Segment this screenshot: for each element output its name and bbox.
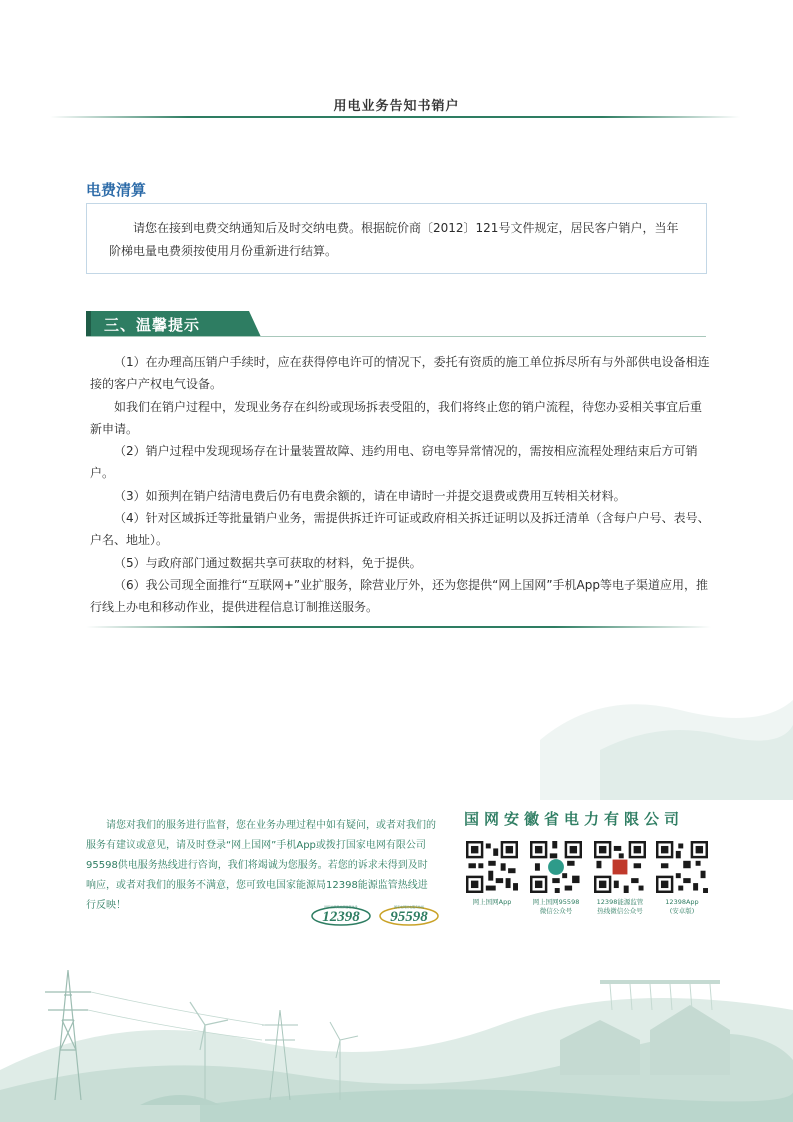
tip-paragraph: （6）我公司现全面推行“互联网+”业扩服务，除营业厅外，还为您提供“网上国网”手机App等电子渠道应用，推行线上办电和移动作业，提供进程信息订制推送服务。: [90, 577, 709, 615]
tip-paragraph: （4）针对区域拆迁等批量销户业务，需提供拆迁许可证或政府相关拆迁证明以及拆迁清单（含每户户号、表号、户名、地址）。: [90, 511, 710, 548]
tip-paragraph: （2）销户过程中发现现场存在计量装置故障、违约用电、窃电等异常情况的，需按相应流程处理结束后方可销户。: [90, 444, 698, 481]
svg-text:国家电网供电服务热线: 国家电网供电服务热线: [393, 905, 425, 909]
tip-paragraph: 如我们在销户过程中，发现业务存在纠纷或现场拆表受阻的，我们将终止您的销户流程，待您办妥相关事宜后重新申请。: [90, 399, 703, 436]
tip-paragraph: （5）与政府部门通过数据共享可获取的材料，免于提供。: [114, 555, 422, 570]
tip-paragraph: （3）如预判在销户结清电费后仍有电费余额的，请在申请时一并提交退费或费用互转相关材料。: [114, 488, 626, 503]
qr-code-icon: [594, 841, 646, 893]
svg-text:12398: 12398: [322, 909, 360, 925]
tips-section-title: 三、温馨提示: [104, 316, 201, 334]
fee-section-body: 请您在接到电费交纳通知后及时交纳电费。根据皖价商〔2012〕121号文件规定，居民客户销户，当年阶梯电量电费须按使用月份重新进行结算。: [109, 221, 679, 258]
fee-section-box: [86, 203, 707, 274]
svg-text:95598: 95598: [390, 909, 428, 925]
qr-code-icon: [466, 841, 518, 893]
hotline-95598-logo: [378, 904, 440, 926]
tips-section-banner: [86, 311, 261, 337]
qr-code-icon: [656, 841, 708, 893]
qr-label-line: 12398能源监管: [596, 898, 644, 906]
hotline-12398-logo: [310, 904, 372, 926]
company-name: 国网安徽省电力有限公司: [464, 810, 685, 828]
page-header-title: 用电业务告知书销户: [333, 99, 460, 114]
qr-label-line: 12398App: [665, 898, 699, 906]
qr-label-line: 网上国网95598: [532, 898, 580, 906]
fee-section-title: 电费清算: [86, 181, 147, 199]
qr-label-line: 网上国网App: [472, 898, 512, 906]
content-bottom-divider: [86, 626, 711, 628]
qr-code-icon: [530, 841, 582, 893]
header-divider: [50, 116, 740, 118]
svg-text:国家能源局能源监管热线: 国家能源局能源监管热线: [324, 905, 358, 909]
tips-section-body: [90, 351, 710, 619]
qr-label-12398-app: [642, 898, 722, 916]
qr-label-line: (安卓版): [669, 907, 695, 915]
qr-label-line: 微信公众号: [539, 907, 573, 915]
service-feedback-text: [86, 816, 436, 916]
qr-label-line: 热线微信公众号: [597, 907, 643, 915]
tips-divider: [86, 336, 706, 337]
tip-paragraph: （1）在办理高压销户手续时，应在获得停电许可的情况下，委托有资质的施工单位拆尽所有与外部供电设备相连接的客户产权电气设备。: [90, 355, 710, 392]
service-feedback-paragraph: 请您对我们的服务进行监督，您在业务办理过程中如有疑问，或者对我们的服务有建议或意见，请及时登录“网上国网”手机App或拨打国家电网有限公司95598供电服务热线进行咨询，我们将竭诚为您服务。若您的诉求未得到及时响应，或者对我们的服务不满意，您可致电国家能源局12398能源监管热线进行反映！: [86, 820, 436, 911]
